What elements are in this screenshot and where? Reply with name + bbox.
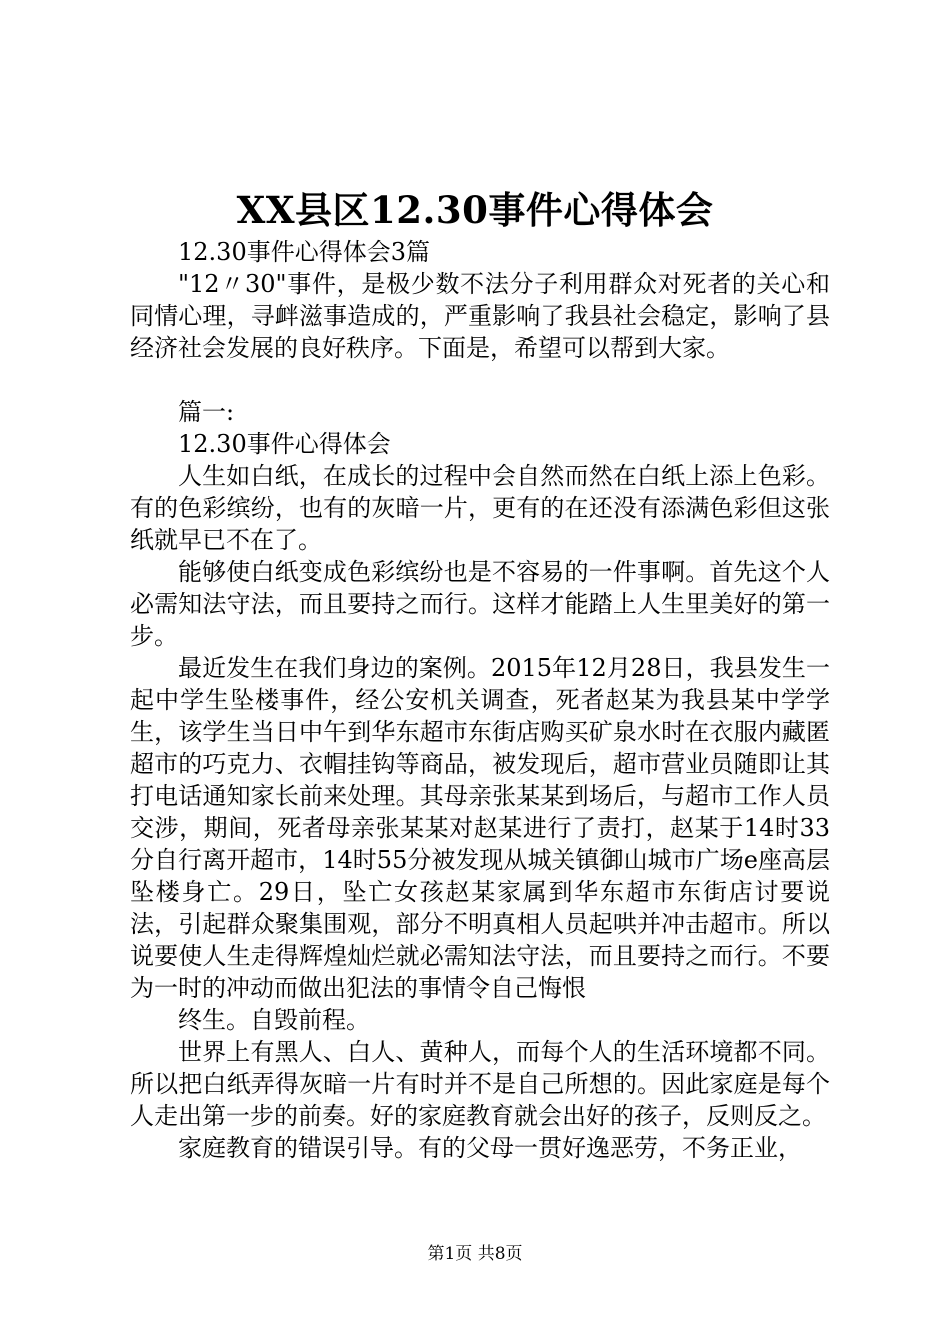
- paragraph-body: 人生如白纸，在成长的过程中会自然而然在白纸上添上色彩。有的色彩缤纷，也有的灰暗一片，更有的在还没有添满色彩但这张纸就早已不在了。: [130, 462, 830, 554]
- blank-line: [130, 364, 830, 396]
- page-footer: 第1页 共8页: [427, 1244, 523, 1264]
- paragraph-subtitle: 12.30事件心得体会3篇: [178, 238, 430, 266]
- paragraph-section-title: 12.30事件心得体会: [178, 430, 391, 458]
- paragraph-section-label: 篇一:: [178, 398, 235, 426]
- paragraph-body: 终生。自毁前程。: [178, 1006, 370, 1034]
- paragraph-body: 最近发生在我们身边的案例。2015年12月28日，我县发生一起中学生坠楼事件，经公安机关调查，死者赵某为我县某中学学生，该学生当日中午到华东超市东街店购买矿泉水时在衣服内藏匿超市的巧克力、衣帽挂钩等商品，被发现后，超市营业员随即让其打电话通知家长前来处理。其母亲张某某到场后，与超市工作人员交涉，期间，死者母亲张某某对赵某进行了责打，赵某于14时33分自行离开超市，14时55分被发现从城关镇御山城市广场e座高层坠楼身亡。29日，坠亡女孩赵某家属到华东超市东街店讨要说法，引起群众聚集围观，部分不明真相人员起哄并冲击超市。所以说要使人生走得辉煌灿烂就必需知法守法，而且要持之而行。不要为一时的冲动而做出犯法的事情令自己悔恨: [130, 654, 830, 1002]
- document-body: [130, 236, 830, 1164]
- paragraph-body: 能够使白纸变成色彩缤纷也是不容易的一件事啊。首先这个人必需知法守法，而且要持之而行。这样才能踏上人生里美好的第一步。: [130, 558, 830, 650]
- paragraph-body: 家庭教育的错误引导。有的父母一贯好逸恶劳，不务正业，: [178, 1134, 802, 1162]
- paragraph-body: 世界上有黑人、白人、黄种人，而每个人的生活环境都不同。所以把白纸弄得灰暗一片有时并不是自己所想的。因此家庭是每个人走出第一步的前奏。好的家庭教育就会出好的孩子，反则反之。: [130, 1038, 830, 1130]
- document-title: XX县区12.30事件心得体会: [236, 188, 714, 232]
- paragraph-intro: "12〃30"事件，是极少数不法分子利用群众对死者的关心和同情心理，寻衅滋事造成的，严重影响了我县社会稳定，影响了县经济社会发展的良好秩序。下面是，希望可以帮到大家。: [130, 270, 830, 362]
